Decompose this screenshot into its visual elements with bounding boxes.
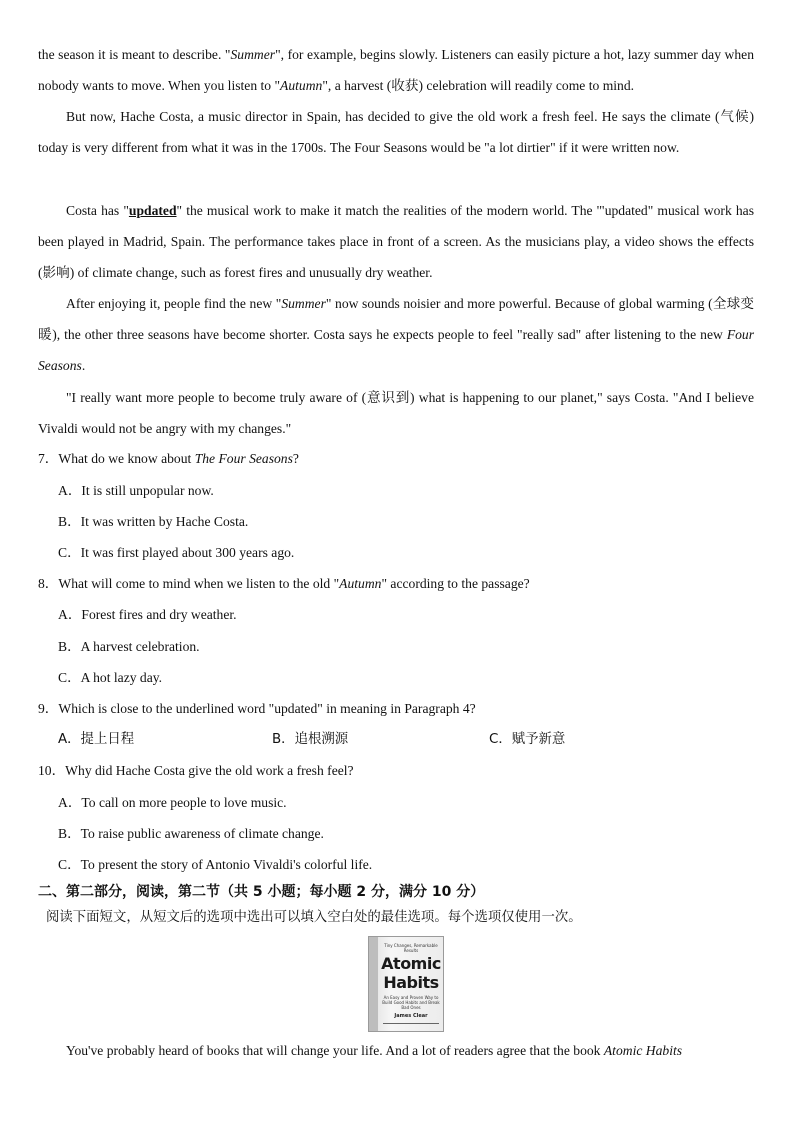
book-author: James Clear	[394, 1013, 428, 1019]
text: ?	[292, 451, 299, 466]
passage-paragraph-1	[38, 39, 754, 101]
question-7	[38, 449, 754, 469]
book-cover-image	[368, 936, 444, 1032]
question-number: 7．	[38, 451, 59, 466]
text: ", a harvest (收获) celebration will readily come to mind.	[322, 78, 635, 94]
text: the season it is meant to describe. "	[38, 47, 231, 62]
book-tagline: Tiny Changes, Remarkable Results	[384, 943, 438, 953]
italic-title: Autumn	[280, 78, 323, 94]
book-rule	[383, 1023, 439, 1024]
q8-option-b: B．A harvest celebration.	[58, 639, 200, 654]
passage-paragraph-2: But now, Hache Costa, a music director in Spain, has decided to give the old work a fresh feel. He says the climate (气候) today is very different from what it was in the 1700s. The Four Seasons would be "a lot dirtier" if it were written now.	[38, 109, 754, 156]
text: Costa has "	[66, 203, 129, 218]
question-8	[38, 574, 754, 594]
q10-option-c: C．To present the story of Antonio Vivaldi's colorful life.	[58, 857, 373, 872]
passage-paragraph-new	[38, 1037, 754, 1065]
book-spine	[369, 937, 378, 1031]
question-10: 10．Why did Hache Costa give the old work a fresh feel?	[38, 763, 354, 778]
italic-title: Atomic Habits	[603, 1043, 683, 1058]
q7-option-c: C．It was first played about 300 years ago.	[58, 545, 295, 560]
italic-title: Summer	[230, 47, 276, 62]
text: You've probably heard of books that will change your life. And a lot of readers agree that the book	[66, 1043, 604, 1058]
text: " now sounds noisier and more powerful. Because of global warming (全球变暖), the other three seasons have become shorter. Costa says he expects people to feel "really sad" after listening to the new	[38, 296, 754, 343]
passage-paragraph-5: "I really want more people to become truly aware of (意识到) what is happening to our planet," says Costa. "And I believe Vivaldi would not be angry with my changes."	[38, 390, 754, 437]
book-subtitle: An Easy and Proven Way to Build Good Habits and Break Bad Ones	[382, 995, 440, 1010]
italic-title: Four Seasons	[38, 327, 754, 374]
book-title-line-1: Atomic	[381, 954, 441, 973]
text: After enjoying it, people find the new "	[66, 296, 282, 311]
passage-paragraph-3	[38, 195, 754, 289]
q8-option-c: C．A hot lazy day.	[58, 670, 163, 685]
text: .	[81, 358, 86, 374]
italic-title: Summer	[281, 296, 326, 311]
q9-option-a: A．提上日程	[58, 732, 135, 747]
book-title-line-2: Habits	[383, 973, 439, 992]
text: " according to the passage?	[381, 576, 530, 591]
text: " the musical work to make it match the realities of the modern world. The '"updated" musical work has been played in Madrid, Spain. The performance takes place in front of a screen. As the musicians play, a video shows the effects (影响) of climate change, such as forest fires and unusually dry weather.	[38, 203, 754, 281]
italic-title: Autumn	[339, 576, 382, 591]
italic-title: The Four Seasons	[194, 451, 293, 466]
question-9: 9．Which is close to the underlined word "updated" in meaning in Paragraph 4?	[38, 701, 476, 716]
underlined-word: updated	[128, 203, 177, 218]
q8-option-a: A．Forest fires and dry weather.	[58, 607, 237, 622]
q10-option-b: B．To raise public awareness of climate change.	[58, 826, 324, 841]
section-instruction: 阅读下面短文，从短文后的选项中选出可以填入空白处的最佳选项。每个选项仅使用一次。	[46, 910, 582, 925]
passage-paragraph-4	[38, 288, 754, 382]
text: What will come to mind when we listen to the old "	[58, 576, 340, 591]
q7-option-b: B．It was written by Hache Costa.	[58, 514, 249, 529]
question-number: 8．	[38, 576, 59, 591]
q7-option-a: A．It is still unpopular now.	[58, 483, 214, 498]
section-heading: 二、第二部分，阅读，第二节（共 5 小题；每小题 2 分，满分 10 分）	[38, 884, 485, 900]
q9-option-c: C．赋予新意	[489, 732, 566, 747]
q9-option-b: B．追根溯源	[272, 732, 349, 747]
q10-option-a: A．To call on more people to love music.	[58, 795, 287, 810]
text: What do we know about	[58, 451, 195, 466]
text: ", for example, begins slowly. Listeners can easily picture a hot, lazy summer day when nobody wants to move. When you listen to "	[38, 47, 754, 94]
